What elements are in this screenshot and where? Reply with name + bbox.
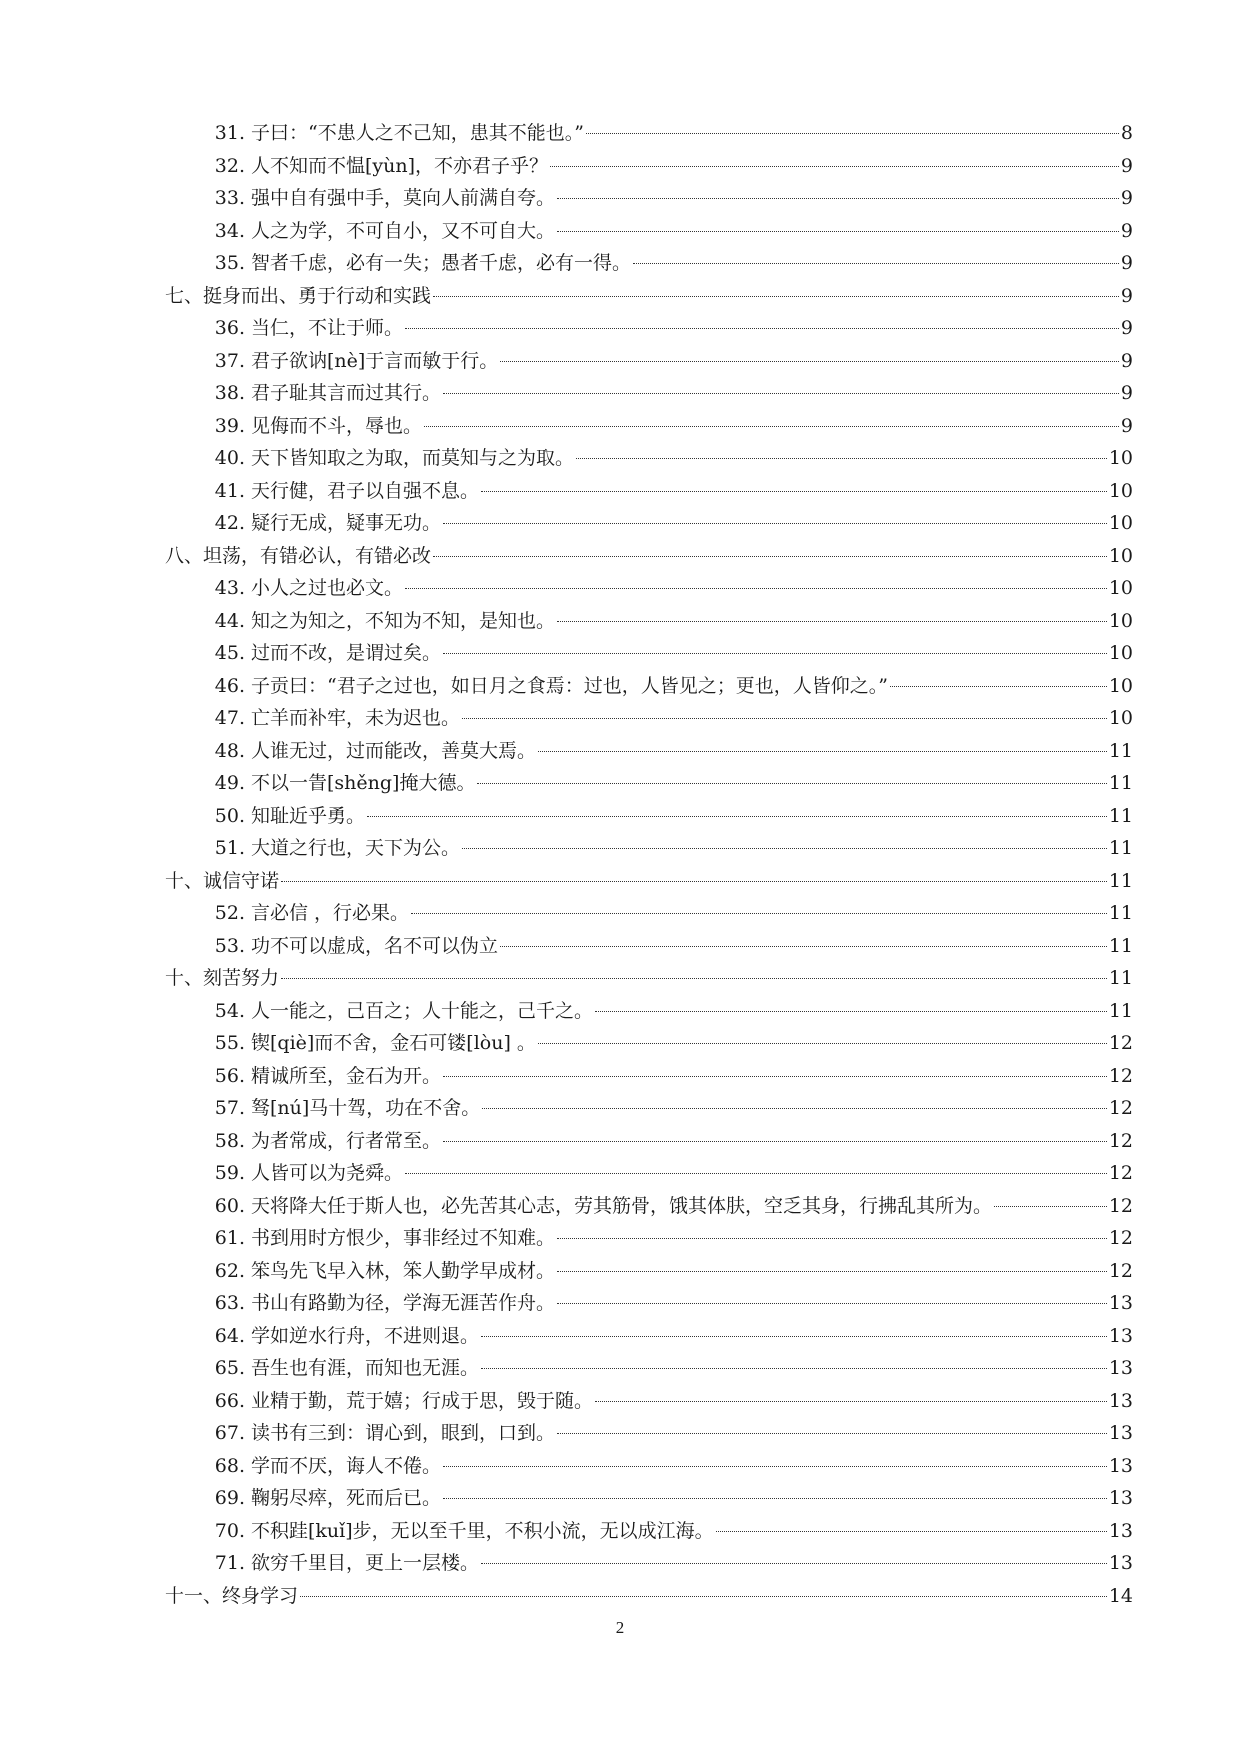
dot-leader bbox=[557, 1238, 1107, 1239]
toc-entry[interactable] bbox=[165, 1287, 1133, 1320]
toc-entry-title: 见侮而不斗，辱也。 bbox=[251, 414, 423, 437]
toc-entry-title: 学而不厌，诲人不倦。 bbox=[251, 1454, 442, 1477]
toc-entry[interactable] bbox=[165, 215, 1133, 248]
toc-page-number: 11 bbox=[1108, 999, 1133, 1022]
toc-page-number: 9 bbox=[1120, 414, 1133, 437]
toc-page-number: 12 bbox=[1108, 1227, 1133, 1249]
toc-entry-title: 强中自有强中手，莫向人前满自夸。 bbox=[251, 187, 556, 209]
toc-entry-number: 50. bbox=[214, 804, 245, 827]
toc-entry-number: 32. bbox=[214, 154, 245, 177]
dot-leader bbox=[500, 946, 1107, 947]
toc-page-number: 11 bbox=[1108, 804, 1133, 827]
dot-leader bbox=[550, 166, 1119, 167]
toc-entry[interactable] bbox=[165, 1320, 1133, 1353]
dot-leader bbox=[481, 1336, 1107, 1337]
toc-page-number: 9 bbox=[1120, 382, 1133, 404]
toc-entry-title: 过而不改，是谓过矣。 bbox=[251, 642, 442, 664]
toc-entry[interactable] bbox=[165, 1417, 1133, 1450]
toc-entry-title: 笨鸟先飞早入林，笨人勤学早成材。 bbox=[251, 1259, 556, 1282]
dot-leader bbox=[281, 881, 1107, 882]
toc-page-number: 9 bbox=[1120, 252, 1133, 274]
toc-page-number: 13 bbox=[1108, 1519, 1133, 1542]
toc-entry-title: 人谁无过，过而能改，善莫大焉。 bbox=[251, 739, 537, 762]
toc-page-number: 12 bbox=[1108, 1129, 1133, 1152]
dot-leader bbox=[405, 1173, 1107, 1174]
toc-entry-title: 天行健，君子以自强不息。 bbox=[251, 479, 480, 502]
dot-leader bbox=[538, 1043, 1107, 1044]
dot-leader bbox=[443, 393, 1119, 394]
toc-page-number: 11 bbox=[1108, 772, 1133, 794]
toc-entry-title: 小人之过也必文。 bbox=[251, 577, 404, 599]
toc-entry-number: 54. bbox=[214, 999, 245, 1022]
toc-entry-title: 欲穷千里目，更上一层楼。 bbox=[251, 1552, 480, 1574]
dot-leader bbox=[481, 491, 1107, 492]
toc-entry-number: 49. bbox=[214, 772, 245, 794]
toc-entry-number: 61. bbox=[214, 1227, 245, 1249]
toc-page-number: 13 bbox=[1108, 1487, 1133, 1509]
toc-entry-title: 八、坦荡，有错必认，有错必改 bbox=[165, 544, 432, 567]
toc-entry-number: 53. bbox=[214, 934, 245, 957]
toc-entry[interactable] bbox=[165, 1092, 1133, 1125]
toc-entry-title: 人一能之，己百之；人十能之，己千之。 bbox=[251, 999, 594, 1022]
toc-page-number: 12 bbox=[1108, 1194, 1133, 1217]
dot-leader bbox=[300, 1596, 1107, 1597]
toc-section-heading[interactable] bbox=[165, 280, 1133, 313]
toc-entry-number: 47. bbox=[214, 707, 245, 729]
toc-entry-title: 书到用时方恨少，事非经过不知难。 bbox=[251, 1227, 556, 1249]
toc-page-number: 13 bbox=[1108, 1292, 1133, 1314]
toc-page-number: 10 bbox=[1108, 544, 1133, 567]
toc-entry-number: 66. bbox=[214, 1389, 245, 1412]
dot-leader bbox=[281, 978, 1107, 979]
toc-entry-number: 68. bbox=[214, 1454, 245, 1477]
toc-entry[interactable] bbox=[165, 410, 1133, 443]
toc-entry-title: 天将降大任于斯人也，必先苦其心志，劳其筋骨，饿其体肤，空乏其身，行拂乱其所为。 bbox=[251, 1194, 993, 1217]
toc-entry[interactable] bbox=[165, 930, 1133, 963]
toc-entry-title: 不积跬[kuǐ]步，无以至千里，不积小流，无以成江海。 bbox=[251, 1519, 714, 1542]
toc-entry-title: 人不知而不愠[yùn]，不亦君子乎？ bbox=[251, 154, 549, 177]
toc-entry-title: 君子欲讷[nè]于言而敏于行。 bbox=[251, 349, 499, 372]
toc-entry[interactable] bbox=[165, 832, 1133, 865]
toc-page-number: 9 bbox=[1120, 187, 1133, 209]
dot-leader bbox=[462, 848, 1107, 849]
toc-entry[interactable] bbox=[165, 1255, 1133, 1288]
toc-entry-number: 35. bbox=[214, 252, 245, 274]
toc-entry-title: 不以一眚[shěng]掩大德。 bbox=[251, 772, 476, 794]
toc-entry-number: 51. bbox=[214, 837, 245, 859]
toc-page-number: 10 bbox=[1108, 609, 1133, 632]
toc-entry-number: 37. bbox=[214, 349, 245, 372]
toc-entry-number: 39. bbox=[214, 414, 245, 437]
toc-page-number: 10 bbox=[1108, 447, 1133, 469]
toc-entry-number: 41. bbox=[214, 479, 245, 502]
toc-page-number: 11 bbox=[1108, 869, 1133, 892]
toc-entry[interactable] bbox=[165, 670, 1133, 703]
toc-entry[interactable] bbox=[165, 1385, 1133, 1418]
dot-leader bbox=[586, 133, 1119, 134]
toc-page-number: 9 bbox=[1120, 219, 1133, 242]
toc-page-number: 11 bbox=[1108, 934, 1133, 957]
toc-page-number: 14 bbox=[1108, 1584, 1133, 1607]
dot-leader bbox=[557, 1303, 1107, 1304]
toc-section-heading[interactable] bbox=[165, 540, 1133, 573]
dot-leader bbox=[433, 556, 1107, 557]
toc-entry-title: 言必信 ，行必果。 bbox=[251, 902, 410, 924]
dot-leader bbox=[595, 1011, 1107, 1012]
dot-leader bbox=[477, 783, 1106, 784]
toc-page-number: 12 bbox=[1108, 1162, 1133, 1184]
dot-leader bbox=[557, 231, 1119, 232]
toc-entry[interactable] bbox=[165, 475, 1133, 508]
toc-entry[interactable] bbox=[165, 995, 1133, 1028]
toc-entry[interactable] bbox=[165, 1515, 1133, 1548]
toc-entry-number: 40. bbox=[214, 447, 245, 469]
toc-page-number: 13 bbox=[1108, 1389, 1133, 1412]
toc-section-heading[interactable] bbox=[165, 865, 1133, 898]
toc-entry-title: 当仁，不让于师。 bbox=[251, 317, 404, 339]
dot-leader bbox=[405, 588, 1107, 589]
dot-leader bbox=[890, 686, 1107, 687]
dot-leader bbox=[367, 816, 1107, 817]
toc-entry[interactable] bbox=[165, 1190, 1133, 1223]
toc-entry[interactable] bbox=[165, 605, 1133, 638]
toc-entry[interactable] bbox=[165, 345, 1133, 378]
toc-entry-title: 天下皆知取之为取，而莫知与之为取。 bbox=[251, 447, 575, 469]
table-of-contents bbox=[165, 117, 1133, 1612]
dot-leader bbox=[481, 1368, 1107, 1369]
toc-entry[interactable] bbox=[165, 767, 1133, 800]
dot-leader bbox=[538, 751, 1107, 752]
toc-entry-title: 智者千虑，必有一失；愚者千虑，必有一得。 bbox=[251, 252, 632, 274]
toc-entry-number: 36. bbox=[214, 317, 245, 339]
toc-entry-title: 书山有路勤为径，学海无涯苦作舟。 bbox=[251, 1292, 556, 1314]
toc-entry[interactable] bbox=[165, 507, 1133, 540]
toc-entry[interactable] bbox=[165, 1450, 1133, 1483]
dot-leader bbox=[481, 1563, 1107, 1564]
toc-entry-number: 46. bbox=[214, 674, 245, 697]
toc-entry-number: 43. bbox=[214, 577, 245, 599]
toc-entry-number: 60. bbox=[214, 1194, 245, 1217]
toc-entry-title: 亡羊而补牢，未为迟也。 bbox=[251, 707, 461, 729]
toc-page-number: 10 bbox=[1108, 479, 1133, 502]
dot-leader bbox=[595, 1401, 1107, 1402]
toc-entry[interactable] bbox=[165, 247, 1133, 280]
toc-entry[interactable] bbox=[165, 150, 1133, 183]
dot-leader bbox=[424, 426, 1119, 427]
toc-page-number: 11 bbox=[1108, 837, 1133, 859]
toc-page-number: 12 bbox=[1108, 1259, 1133, 1282]
dot-leader bbox=[557, 621, 1107, 622]
toc-section-heading[interactable] bbox=[165, 962, 1133, 995]
toc-entry-title: 读书有三到：谓心到，眼到，口到。 bbox=[251, 1422, 556, 1444]
toc-entry-title: 子曰：“不患人之不己知，患其不能也。” bbox=[251, 122, 584, 144]
dot-leader bbox=[443, 523, 1107, 524]
page-number: 2 bbox=[615, 1618, 625, 1637]
toc-entry-number: 69. bbox=[214, 1487, 245, 1509]
toc-page-number: 10 bbox=[1108, 674, 1133, 697]
toc-entry-number: 31. bbox=[214, 122, 245, 144]
toc-page-number: 12 bbox=[1108, 1064, 1133, 1087]
toc-page-number: 12 bbox=[1108, 1032, 1133, 1054]
toc-entry-title: 精诚所至，金石为开。 bbox=[251, 1064, 442, 1087]
toc-entry-number: 57. bbox=[214, 1097, 245, 1119]
toc-entry[interactable] bbox=[165, 1125, 1133, 1158]
toc-page-number: 10 bbox=[1108, 707, 1133, 729]
toc-page-number: 13 bbox=[1108, 1357, 1133, 1379]
dot-leader bbox=[576, 458, 1107, 459]
toc-page-number: 10 bbox=[1108, 642, 1133, 664]
toc-page-number: 13 bbox=[1108, 1422, 1133, 1444]
toc-entry[interactable] bbox=[165, 117, 1133, 150]
toc-entry-title: 疑行无成，疑事无功。 bbox=[251, 512, 442, 534]
toc-entry-title: 君子耻其言而过其行。 bbox=[251, 382, 442, 404]
toc-entry[interactable] bbox=[165, 637, 1133, 670]
toc-entry-title: 人皆可以为尧舜。 bbox=[251, 1162, 404, 1184]
dot-leader bbox=[433, 296, 1119, 297]
toc-page-number: 13 bbox=[1108, 1552, 1133, 1574]
dot-leader bbox=[405, 328, 1119, 329]
toc-entry[interactable] bbox=[165, 572, 1133, 605]
toc-page-number: 9 bbox=[1120, 349, 1133, 372]
toc-entry-number: 65. bbox=[214, 1357, 245, 1379]
toc-entry-number: 44. bbox=[214, 609, 245, 632]
toc-page-number: 8 bbox=[1120, 122, 1133, 144]
toc-entry-number: 55. bbox=[214, 1032, 245, 1054]
toc-entry-number: 52. bbox=[214, 902, 245, 924]
toc-page-number: 11 bbox=[1108, 739, 1133, 762]
toc-entry[interactable] bbox=[165, 1482, 1133, 1515]
toc-entry-title: 七、挺身而出、勇于行动和实践 bbox=[165, 284, 432, 307]
toc-entry[interactable] bbox=[165, 1222, 1133, 1255]
toc-entry-number: 59. bbox=[214, 1162, 245, 1184]
dot-leader bbox=[411, 913, 1107, 914]
toc-page-number: 9 bbox=[1120, 317, 1133, 339]
toc-entry[interactable] bbox=[165, 182, 1133, 215]
dot-leader bbox=[557, 1433, 1107, 1434]
toc-entry-title: 锲[qiè]而不舍，金石可镂[lòu] 。 bbox=[251, 1032, 536, 1054]
toc-entry[interactable] bbox=[165, 897, 1133, 930]
toc-entry-title: 功不可以虚成，名不可以伪立 bbox=[251, 934, 499, 957]
toc-entry[interactable] bbox=[165, 1352, 1133, 1385]
toc-page-number: 11 bbox=[1108, 967, 1133, 989]
toc-entry-title: 鞠躬尽瘁，死而后已。 bbox=[251, 1487, 442, 1509]
toc-page-number: 10 bbox=[1108, 512, 1133, 534]
dot-leader bbox=[557, 1271, 1107, 1272]
dot-leader bbox=[482, 1108, 1107, 1109]
toc-page-number: 12 bbox=[1108, 1097, 1133, 1119]
dot-leader bbox=[994, 1206, 1107, 1207]
toc-entry[interactable] bbox=[165, 312, 1133, 345]
toc-page-number: 13 bbox=[1108, 1454, 1133, 1477]
toc-entry[interactable] bbox=[165, 1157, 1133, 1190]
toc-entry-title: 十、刻苦努力 bbox=[165, 967, 280, 989]
toc-entry[interactable] bbox=[165, 442, 1133, 475]
toc-entry-number: 58. bbox=[214, 1129, 245, 1152]
toc-page-number: 13 bbox=[1108, 1324, 1133, 1347]
toc-entry-title: 十、诚信守诺 bbox=[165, 869, 280, 892]
toc-entry-number: 62. bbox=[214, 1259, 245, 1282]
toc-page-number: 9 bbox=[1120, 284, 1133, 307]
toc-entry-title: 为者常成，行者常至。 bbox=[251, 1129, 442, 1152]
toc-entry-number: 63. bbox=[214, 1292, 245, 1314]
toc-entry[interactable] bbox=[165, 1547, 1133, 1580]
toc-entry-number: 70. bbox=[214, 1519, 245, 1542]
toc-entry[interactable] bbox=[165, 735, 1133, 768]
toc-entry-title: 吾生也有涯，而知也无涯。 bbox=[251, 1357, 480, 1379]
toc-entry-title: 学如逆水行舟，不进则退。 bbox=[251, 1324, 480, 1347]
dot-leader bbox=[557, 198, 1119, 199]
toc-section-heading[interactable] bbox=[165, 1580, 1133, 1613]
toc-entry-number: 45. bbox=[214, 642, 245, 664]
dot-leader bbox=[716, 1531, 1107, 1532]
dot-leader bbox=[462, 718, 1107, 719]
toc-page-number: 11 bbox=[1108, 902, 1133, 924]
toc-entry[interactable] bbox=[165, 702, 1133, 735]
toc-entry-number: 33. bbox=[214, 187, 245, 209]
toc-entry-title: 驽[nú]马十驾，功在不舍。 bbox=[251, 1097, 481, 1119]
dot-leader bbox=[500, 361, 1119, 362]
toc-entry-number: 71. bbox=[214, 1552, 245, 1574]
toc-entry-title: 知之为知之，不知为不知，是知也。 bbox=[251, 609, 556, 632]
toc-entry-number: 38. bbox=[214, 382, 245, 404]
dot-leader bbox=[443, 1076, 1107, 1077]
toc-entry-title: 知耻近乎勇。 bbox=[251, 804, 366, 827]
toc-entry-title: 十一、终身学习 bbox=[165, 1584, 299, 1607]
toc-entry-title: 大道之行也，天下为公。 bbox=[251, 837, 461, 859]
dot-leader bbox=[443, 653, 1107, 654]
dot-leader bbox=[443, 1466, 1107, 1467]
toc-entry[interactable] bbox=[165, 377, 1133, 410]
toc-entry-title: 子贡曰：“君子之过也，如日月之食焉：过也，人皆见之；更也，人皆仰之。” bbox=[251, 674, 888, 697]
dot-leader bbox=[633, 263, 1119, 264]
toc-entry-title: 业精于勤，荒于嬉；行成于思，毁于随。 bbox=[251, 1389, 594, 1412]
toc-entry[interactable] bbox=[165, 1027, 1133, 1060]
toc-entry[interactable] bbox=[165, 800, 1133, 833]
toc-entry-number: 42. bbox=[214, 512, 245, 534]
dot-leader bbox=[443, 1498, 1107, 1499]
dot-leader bbox=[443, 1141, 1107, 1142]
toc-entry-number: 64. bbox=[214, 1324, 245, 1347]
toc-page-number: 9 bbox=[1120, 154, 1133, 177]
toc-entry[interactable] bbox=[165, 1060, 1133, 1093]
toc-entry-title: 人之为学，不可自小，又不可自大。 bbox=[251, 219, 556, 242]
toc-entry-number: 67. bbox=[214, 1422, 245, 1444]
toc-entry-number: 48. bbox=[214, 739, 245, 762]
toc-entry-number: 56. bbox=[214, 1064, 245, 1087]
toc-page-number: 10 bbox=[1108, 577, 1133, 599]
toc-entry-number: 34. bbox=[214, 219, 245, 242]
